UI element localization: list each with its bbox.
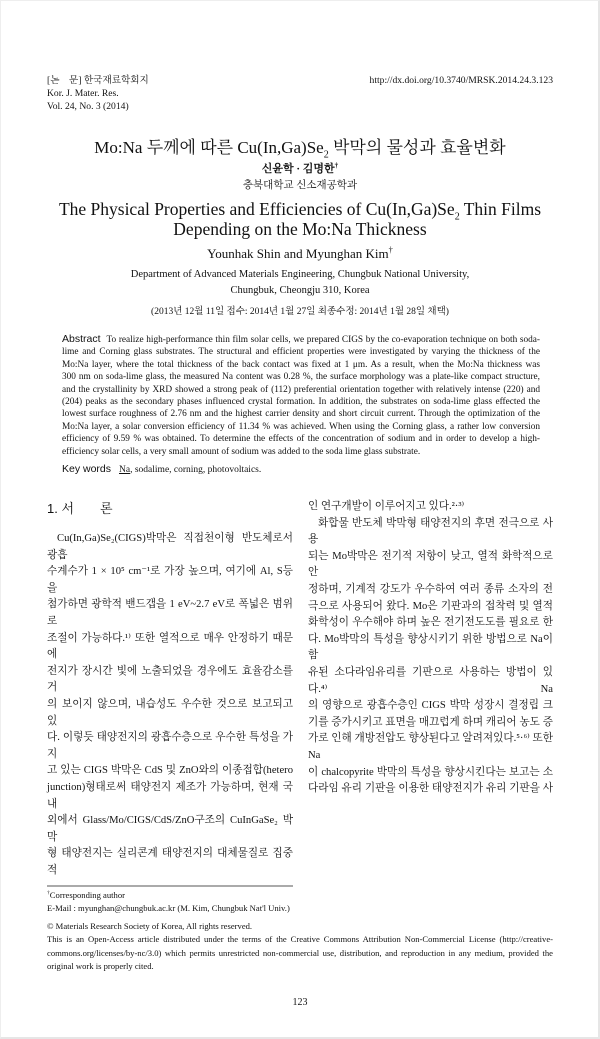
body-text-line: 이 chalcopyrite 박막의 특성을 향상시킨다는 보고는 소 [308, 766, 553, 778]
body-text-line: 화합물 반도체 박막형 태양전지의 후면 전극으로 사용 [308, 517, 553, 546]
footnote-divider [47, 885, 293, 887]
doi-link[interactable]: http://dx.doi.org/10.3740/MRSK.2014.24.3.123 [369, 75, 553, 86]
authors-korean-text: 신윤학 · 김명한 [261, 163, 335, 175]
abstract-line: lowest surface roughness of 2.76 nm and the highest carrier density and short circuit current. Through the optimization of the [62, 409, 540, 420]
body-text-line: 화학성이 우수해야 하며 높은 전기전도도를 필요로 한 [308, 617, 553, 629]
body-text-line: 다라임 유리 기판을 이용한 태양전지가 유리 기판을 사 [308, 783, 553, 795]
received-dates: (2013년 12월 11일 접수: 2014년 1월 27일 최종수정: 2014년 1월 28일 채택) [151, 307, 449, 317]
authors-english-text: Younhak Shin and Myunghan Kim [207, 246, 389, 261]
body-text-line: junction)형태로써 태양전지 제조가 가능하며, 현재 국내 [47, 781, 293, 810]
abstract-line: efficiency solar cells, a very small amount of sodium was added to the soda lime glass substrate. [62, 446, 421, 457]
dagger-mark: † [388, 244, 393, 255]
abstract-line: (204) peaks as the secondary phases influenced crystal formation. In addition, the substrates on soda-lime glass effected the [62, 397, 540, 408]
body-text-line: Cu(In,Ga)Se₂(CIGS)박막은 직접천이형 반도체로서 광흡 [47, 533, 293, 561]
journal-header [47, 74, 149, 113]
section-heading-introduction: 1. 서 론 [47, 501, 113, 517]
authors-english [47, 246, 553, 262]
abstract-line [62, 333, 540, 346]
body-text-line: 형 태양전지는 실리콘계 태양전지의 대체물질로 집중적 [47, 848, 293, 876]
abstract-text: To realize high-performance thin film solar cells, we prepared CIGS by the co-evaporation technique on both soda- [106, 335, 540, 345]
license-line: original work is properly cited. [47, 961, 154, 972]
title-korean [47, 137, 553, 161]
body-text-line: 첨가하면 광학적 밴드갭을 1 eV~2.7 eV로 폭넓은 범위로 [47, 599, 293, 628]
body-columns [47, 499, 553, 879]
body-text-line: 의 영향으로 광흡수층인 CIGS 박막 성장시 결정립 크 [308, 700, 553, 712]
body-text-line: 인 연구개발이 이루어지고 있다.²·³⁾ [308, 501, 465, 513]
right-column [308, 499, 553, 798]
left-column [47, 499, 293, 879]
keywords-rest: , sodalime, corning, photovoltaics. [130, 465, 262, 476]
body-text-line: 외에서 Glass/Mo/CIGS/CdS/ZnO구조의 CuInGaSe₂ 박막 [47, 815, 293, 843]
affiliation-korean: 충북대학교 신소재공학과 [242, 180, 358, 191]
dagger-mark: † [334, 161, 339, 170]
affiliation-line: Chungbuk, Cheongju 310, Korea [230, 285, 370, 296]
title-english-line2: Depending on the Mo:Na Thickness [173, 219, 427, 239]
license-line: This is an Open-Access article distributed under the terms of the Creative Commons Attribution Non-Commercial License (http://creative- [47, 934, 553, 945]
body-text-line: 조절이 가능하다.¹⁾ 또한 열적으로 매우 안정하기 때문에 [47, 632, 293, 661]
body-text-line: 극으로 사용되어 왔다. Mo은 기판과의 접착력 및 열적 [308, 600, 553, 612]
affiliation-line: Department of Advanced Materials Engineering, Chungbuk National University, [130, 269, 470, 280]
body-text-line: 고 있는 CIGS 박막은 CdS 및 ZnO와의 이종접합(hetero [47, 765, 293, 777]
keywords [62, 463, 540, 477]
abstract-line: and the crystallinity by XRD showed a strong peak of (112) preferential orientation together with relatively intense (220) and [62, 384, 540, 395]
affiliation-english [47, 267, 553, 299]
body-text-line: 기를 증가시키고 표면을 매끄럽게 하며 캐리어 농도 증 [308, 716, 553, 728]
title-english-line1-end: Thin Films [459, 199, 542, 219]
corresponding-author: Corresponding author [49, 889, 125, 900]
journal-volume: Vol. 24, No. 3 (2014) [47, 101, 129, 112]
title-english-sub: 2 [454, 211, 460, 223]
title-korean-sub: 2 [323, 149, 329, 161]
abstract-line: lime and Corning glass substrates. The structural and efficient properties were investigated by varying the thickness of the [62, 347, 540, 358]
journal-abbrev: Kor. J. Mater. Res. [47, 88, 119, 99]
footnotes [47, 889, 553, 974]
keywords-label: Key words [62, 463, 112, 476]
license-line: commons.org/licenses/by-nc/3.0) which permits unrestricted non-commercial use, distribution, and reproduction in any medium, provided the [47, 947, 553, 958]
authors-korean [47, 162, 553, 177]
body-text-line: 다. 이렇듯 태양전지의 광흡수층으로 우수한 특성을 가지 [47, 732, 293, 760]
page-number: 123 [292, 996, 308, 1008]
dagger-mark: † [47, 889, 50, 896]
abstract-line: Mo:Na layer, where the total thickness of the back contact was fixed at 1 μm. As a result, when the Mo:Na thickness was [62, 359, 540, 370]
copyright: © Materials Research Society of Korea, All rights reserved. [47, 920, 253, 931]
abstract-line: efficiency of 9.59 % was obtained. To determine the effects of the concentration of sodium and in order to develop a high- [62, 434, 540, 445]
title-korean-text: Mo:Na 두께에 따른 Cu(In,Ga)Se [94, 138, 324, 157]
body-text-line: 의 보이지 않으며, 내습성도 우수한 것으로 보고되고 있 [47, 699, 293, 727]
abstract [62, 333, 540, 458]
body-text-line: 정하며, 기계적 강도가 우수하여 여러 종류 소자의 전 [308, 584, 553, 596]
body-text-line: 가로 인해 개방전압도 향상된다고 알려져있다.⁵·⁶⁾ 또한 Na [308, 733, 553, 761]
corresponding-email[interactable]: E-Mail : myunghan@chungbuk.ac.kr (M. Kim, Chungbuk Nat'l Univ.) [47, 903, 290, 914]
body-text-line: 전지가 장시간 빛에 노출되었을 경우에도 효율감소를 거 [47, 665, 293, 694]
title-korean-text-end: 박막의 물성과 효율변화 [328, 138, 506, 157]
abstract-line: Mo:Na layer, a solar conversion efficiency of 11.34 % was achieved. When using the Corning glass, a rather low conversion [62, 421, 540, 432]
abstract-line: 300 nm on soda-lime glass, the measured Na content was 0.28 %, the surface morphology was a plate-like compact structure, [62, 372, 540, 383]
journal-korean: [논 문] 한국재료학회지 [47, 75, 149, 86]
abstract-label: Abstract [62, 333, 101, 345]
body-text-line: 다. Mo박막의 특성을 향상시키기 위한 방법으로 Na이 함 [308, 633, 553, 662]
body-text-line: 유된 소다라임유리를 기판으로 사용하는 방법이 있다.⁴⁾ Na [308, 667, 553, 695]
keyword-na: Na [119, 465, 131, 476]
title-english [47, 199, 553, 239]
title-english-line1: The Physical Properties and Efficiencies of Cu(In,Ga)Se [58, 199, 455, 219]
body-text-line: 수계수가 1 × 10⁵ cm⁻¹로 가장 높으며, 여기에 Al, S등을 [47, 566, 293, 594]
body-text-line: 되는 Mo박막은 전기적 저항이 낮고, 열적 화학적으로 안 [308, 550, 553, 579]
journal-header-row [47, 74, 553, 113]
